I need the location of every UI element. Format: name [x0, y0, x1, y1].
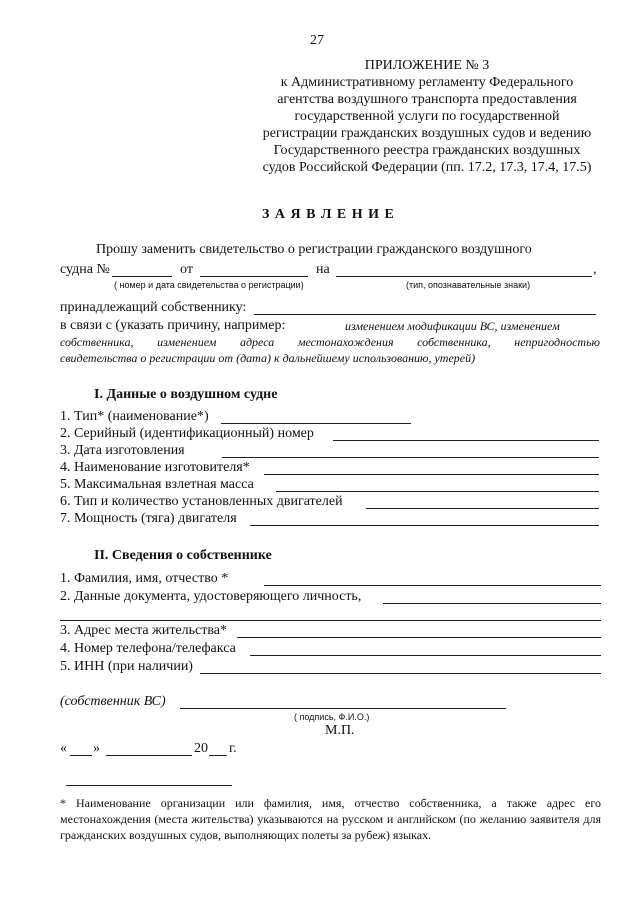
aircraft-item: 1. Тип* (наименование*) [60, 409, 209, 424]
reason-example: изменением модификации ВС, изменением [345, 319, 560, 333]
owner-item: 2. Данные документа, удостоверяющего личность, [60, 589, 362, 604]
document-heading: З А Я В Л Е Н И Е [262, 207, 395, 222]
section-title: I. Данные о воздушном судне [94, 387, 278, 402]
date-year-prefix: 20 [194, 741, 208, 756]
certificate-number-field[interactable] [112, 276, 172, 277]
appendix-line: агентства воздушного транспорта предоставления [277, 92, 577, 107]
owner-field[interactable] [254, 314, 596, 315]
owner-item: 1. Фамилия, имя, отчество * [60, 571, 229, 586]
aircraft-item: 5. Максимальная взлетная масса [60, 477, 254, 492]
date-close-quote: » [93, 741, 100, 756]
reason-example: собственника, изменением адреса местонахождения собственника, непригодностью [60, 335, 600, 349]
owner-name-field[interactable] [264, 585, 601, 586]
date-open-quote: « [60, 741, 67, 756]
residence-address-field[interactable] [237, 637, 601, 638]
appendix-line: регистрации гражданских воздушных судов и ведению [262, 126, 592, 141]
reason-example: свидетельства о регистрации от (дата) к дальнейшему использованию, утерей) [60, 351, 476, 365]
footnote-separator [66, 785, 232, 786]
request-line-1: Прошу заменить свидетельство о регистрации гражданского воздушного [96, 242, 532, 257]
date-from-label: от [180, 262, 193, 277]
owner-label: принадлежащий собственнику: [60, 300, 247, 315]
inn-field[interactable] [200, 673, 601, 674]
hint-certificate: ( номер и дата свидетельства о регистрации) [114, 280, 304, 290]
aircraft-item: 2. Серийный (идентификационный) номер [60, 426, 314, 441]
owner-item: 5. ИНН (при наличии) [60, 659, 193, 674]
appendix-title: ПРИЛОЖЕНИЕ № 3 [364, 58, 490, 73]
manufacture-date-field[interactable] [222, 457, 599, 458]
max-takeoff-mass-field[interactable] [276, 491, 599, 492]
identity-document-field-continued[interactable] [60, 620, 601, 621]
footnote: * Наименование организации или фамилия, имя, отчество собственника, а также адрес его местонахождения (места жительства) указываются на русском и английском (по желанию заявителя для гражданских воздушных судов, выполняющих полеты за рубеж) языках. [60, 796, 601, 842]
appendix-line: к Административному регламенту Федерального [280, 75, 574, 90]
phone-fax-field[interactable] [250, 655, 601, 656]
signature-field[interactable] [180, 708, 506, 709]
aircraft-item: 3. Дата изготовления [60, 443, 185, 458]
engines-field[interactable] [366, 508, 599, 509]
reason-label: в связи с (указать причину, например: [60, 318, 286, 333]
engine-power-field[interactable] [250, 525, 599, 526]
certificate-date-field[interactable] [200, 276, 308, 277]
appendix-line: судов Российской Федерации (пп. 17.2, 17.3, 17.4, 17.5) [262, 160, 592, 175]
aircraft-item: 4. Наименование изготовителя* [60, 460, 250, 475]
owner-item: 3. Адрес места жительства* [60, 623, 227, 638]
date-day-field[interactable] [70, 755, 92, 756]
vessel-number-label: судна № [60, 262, 110, 277]
comma: , [593, 262, 597, 277]
signature-hint: ( подпись, Ф.И.О.) [294, 712, 370, 722]
hint-type-marks: (тип, опознавательные знаки) [406, 280, 531, 290]
replace-with-label: на [316, 262, 330, 277]
appendix-line: государственной услуги по государственной [294, 109, 560, 124]
date-year-field[interactable] [209, 755, 227, 756]
date-year-suffix: г. [229, 741, 237, 756]
aircraft-item: 7. Мощность (тяга) двигателя [60, 511, 237, 526]
section-title: II. Сведения о собственнике [94, 548, 272, 563]
identity-document-field[interactable] [383, 603, 601, 604]
owner-item: 4. Номер телефона/телефакса [60, 641, 236, 656]
aircraft-type-field[interactable] [221, 423, 411, 424]
owner-signature-label: (собственник ВС) [60, 694, 166, 709]
page-number: 27 [310, 33, 324, 48]
date-month-field[interactable] [106, 755, 192, 756]
appendix-line: Государственного реестра гражданских воздушных [273, 143, 581, 158]
aircraft-item: 6. Тип и количество установленных двигателей [60, 494, 343, 509]
serial-number-field[interactable] [333, 440, 599, 441]
type-marks-field[interactable] [336, 276, 592, 277]
stamp-label: М.П. [325, 723, 355, 738]
manufacturer-field[interactable] [264, 474, 599, 475]
